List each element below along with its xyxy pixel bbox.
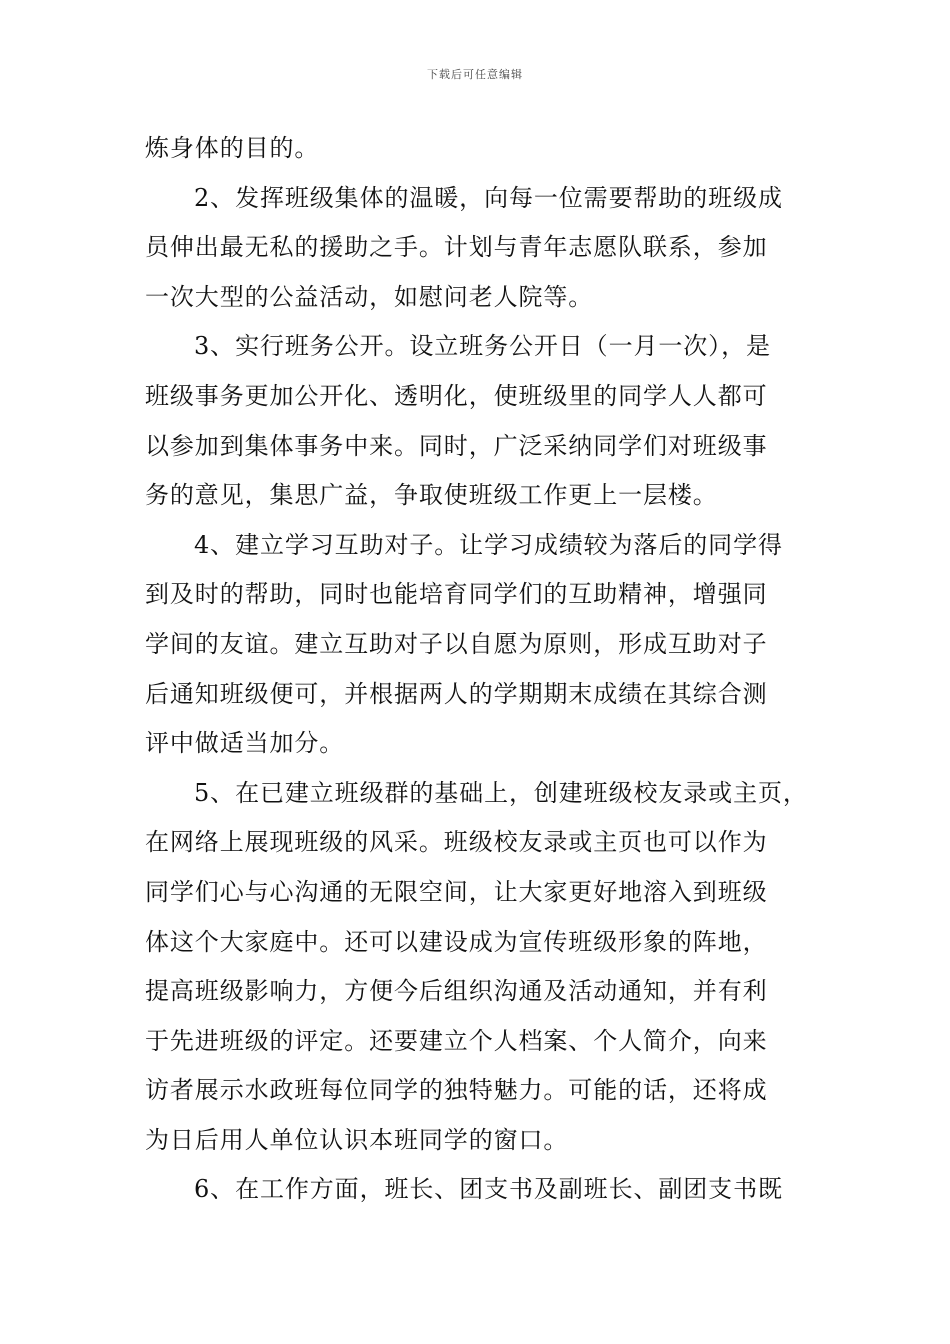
text-line: 员伸出最无私的援助之手。计划与青年志愿队联系，参加 [145,233,768,262]
text-line: 访者展示水政班每位同学的独特魅力。可能的话，还将成 [145,1076,768,1105]
text-line: 以参加到集体事务中来。同时，广泛采纳同学们对班级事 [145,431,768,460]
page-header: 下载后可任意编辑 [427,68,523,81]
text-line: 到及时的帮助，同时也能培育同学们的互助精神，增强同 [145,580,768,609]
document-body [145,124,811,1215]
text-line: 提高班级影响力，方便今后组织沟通及活动通知，并有利 [145,977,768,1006]
text-line: 于先进班级的评定。还要建立个人档案、个人简介，向来 [145,1026,768,1055]
paragraph-5-start: 5、在已建立班级群的基础上，创建班级校友录或主页， [194,778,808,807]
text-line: 后通知班级便可，并根据两人的学期期末成绩在其综合测 [145,679,768,708]
text-line: 一次大型的公益活动，如慰问老人院等。 [145,282,594,311]
text-line: 炼身体的目的。 [145,134,320,162]
paragraph-2-start: 2、发挥班级集体的温暖，向每一位需要帮助的班级成 [194,183,783,212]
text-line: 体这个大家庭中。还可以建设成为宣传班级形象的阵地， [145,927,768,956]
paragraph-4-start: 4、建立学习互助对子。让学习成绩较为落后的同学得 [194,530,783,559]
text-line: 同学们心与心沟通的无限空间，让大家更好地溶入到班级 [145,877,768,906]
text-line: 评中做适当加分。 [145,729,345,758]
paragraph-3-start: 3、实行班务公开。设立班务公开日（一月一次），是 [194,332,771,361]
paragraph-6-start: 6、在工作方面，班长、团支书及副班长、副团支书既 [194,1175,783,1204]
text-line: 学间的友谊。建立互助对子以自愿为原则，形成互助对子 [145,629,768,658]
text-line: 为日后用人单位认识本班同学的窗口。 [145,1125,569,1154]
text-line: 班级事务更加公开化、透明化，使班级里的同学人人都可 [145,381,768,410]
text-line: 务的意见，集思广益，争取使班级工作更上一层楼。 [145,481,718,510]
text-line: 在网络上展现班级的风采。班级校友录或主页也可以作为 [145,828,768,857]
